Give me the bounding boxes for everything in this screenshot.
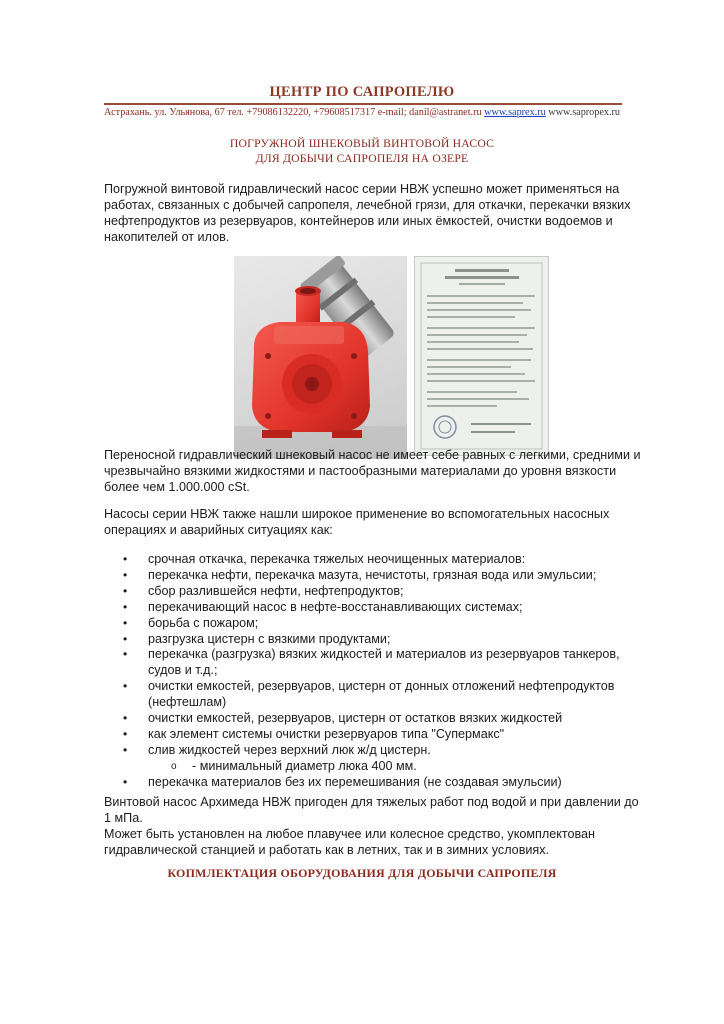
list-item-text: слив жидкостей через верхний люк ж/д цистерн. [148,742,431,757]
closing-line-1: Винтовой насос Архимеда НВЖ пригоден для тяжелых работ под водой и при давлении до 1 мПа. [104,795,639,825]
bullet-glyph: • [123,599,128,614]
list-item-text: разгрузка цистерн с вязкими продуктами; [148,631,391,646]
list-item [104,616,649,632]
list-item-text: перекачивающий насос в нефте-восстанавливающих системах; [148,599,523,614]
bullet-glyph: • [123,774,128,789]
contact-address: Астрахань. ул. Ульянова, 67 тел. +79086132220, +79608517317 e-mail; danil@astranet.ru [104,107,485,118]
list-item [104,711,649,727]
list-item-text: как элемент системы очистки резервуаров типа "Супермакс" [148,726,505,741]
title-line-2: ДЛЯ ДОБЫЧИ САПРОПЕЛЯ НА ОЗЕРЕ [255,152,469,165]
list-item-text: борьба с пожаром; [148,615,259,630]
list-item-text: перекачка (разгрузка) вязких жидкостей и материалов из резервуаров танкеров, судов и т.д.; [148,647,620,678]
org-title: ЦЕНТР ПО САПРОПЕЛЮ [269,84,455,100]
pump-photo [234,256,407,459]
bullet-glyph: • [123,552,128,566]
bullet-glyph: • [123,711,128,726]
sub-list-item-text: - минимальный диаметр люка 400 мм. [192,758,417,773]
bullet-glyph: • [123,567,128,582]
bullet-glyph: • [123,647,128,662]
closing-line-2: Может быть установлен на любое плавучее или колесное средство, укомплектован гидравлической станцией и работать как в летних, так и в зимних условиях. [104,827,596,857]
list-item-text: перекачка нефти, перекачка мазута, нечистоты, грязная вода или эмульсии; [148,567,597,582]
list-item [104,775,649,791]
certificate-scan [414,256,549,456]
list-item [104,727,649,743]
closing-paragraph [104,794,649,858]
bullet-glyph: • [123,726,128,741]
bullet-glyph: • [123,583,128,598]
sub-list-item [104,759,649,775]
list-item [104,632,649,648]
list-item-text: сбор разлившейся нефти, нефтепродуктов; [148,583,404,598]
applications-intro: Насосы серии НВЖ также нашли широкое применение во вспомогательных насосных операциях и аварийных ситуациях как: [104,507,610,537]
bullet-glyph: • [123,742,128,757]
document-title [0,136,724,166]
list-item [104,600,649,616]
equipment-heading: КОПМЛЕКТАЦИЯ ОБОРУДОВАНИЯ ДЛЯ ДОБЫЧИ САПРОПЕЛЯ [167,866,557,880]
list-item [104,679,649,711]
pump-photo-image [234,256,407,459]
list-item-text: срочная откачка, перекачка тяжелых неочищенных материалов: [148,552,526,566]
certificate-image [415,257,548,455]
list-item [104,584,649,600]
list-item [104,647,649,679]
website-link-saprex[interactable]: www.saprex.ru [484,107,546,118]
contact-line [104,107,634,118]
list-item-text: очистки емкостей, резервуаров, цистерн от донных отложений нефтепродуктов (нефтешлам) [148,679,615,710]
list-item [104,568,649,584]
list-item [104,552,649,568]
header-rule [104,103,622,105]
bullet-glyph: • [123,679,128,694]
list-item-text: очистки емкостей, резервуаров, цистерн от остатков вязких жидкостей [148,711,563,726]
title-line-1: ПОГРУЖНОЙ ШНЕКОВЫЙ ВИНТОВОЙ НАСОС [229,137,495,150]
sub-bullet-glyph: o [171,760,177,772]
list-item [104,743,649,759]
viscosity-paragraph: Переносной гидравлический шнековый насос не имеет себе равных с легкими, средними и чрезвычайно вязкими жидкостями и пастообразными материалами до уровня вязкости более чем 1.000.000 cSt. [104,448,641,494]
applications-list [104,552,649,791]
website-sapropex: www.sapropex.ru [545,107,621,118]
intro-paragraph: Погружной винтовой гидравлический насос серии НВЖ успешно может применяться на работах, связанных с добычей сапропеля, лечебной грязи, для откачки, перекачки вязких нефтепродуктов из резервуаров, контейнеров или иных ёмкостей, очистки водоемов и накопителей от илов. [104,182,631,244]
bullet-glyph: • [123,615,128,630]
bullet-glyph: • [123,631,128,646]
list-item-text: перекачка материалов без их перемешивания (не создавая эмульсии) [148,774,562,789]
